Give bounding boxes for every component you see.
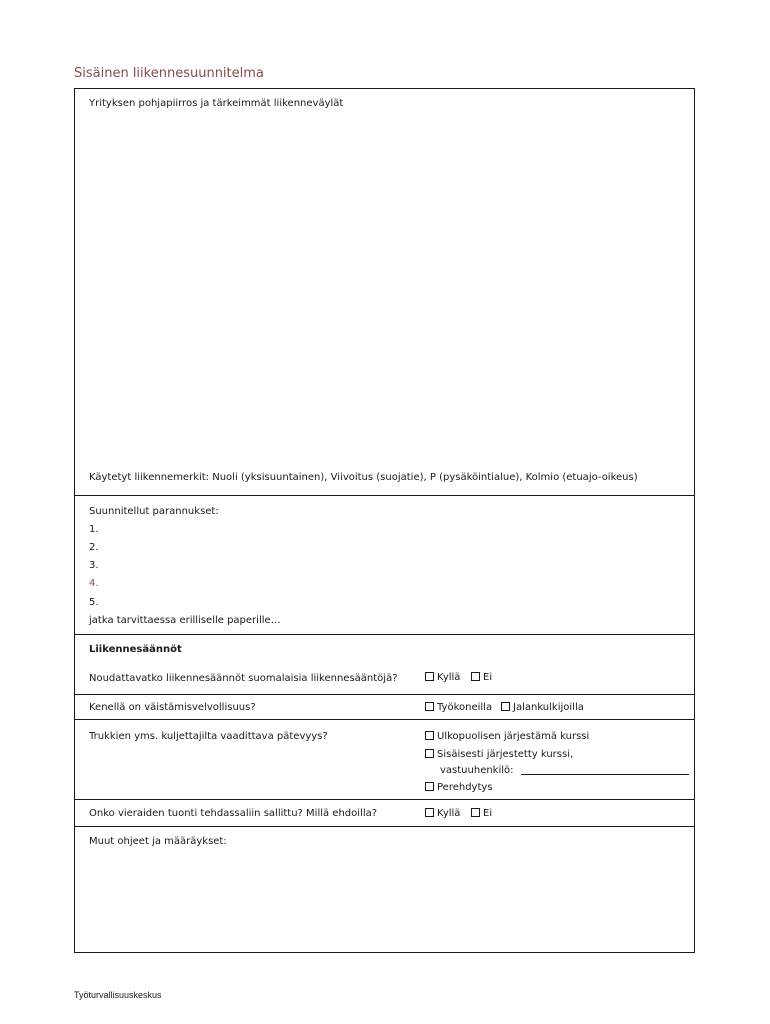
floorplan-label: Yrityksen pohjapiirros ja tärkeimmät liikenneväylät — [89, 98, 344, 109]
rules-q3-section — [75, 720, 694, 800]
other-instructions-section — [75, 827, 694, 953]
checkbox[interactable] — [471, 808, 480, 817]
checkbox[interactable] — [425, 702, 434, 711]
q2-question: Kenellä on väistämisvelvollisuus? — [89, 702, 256, 713]
rules-q4-section — [75, 800, 694, 827]
q2-pedestrians-option[interactable]: Jalankulkijoilla — [501, 702, 584, 714]
q1-question: Noudattavatko liikennesäännöt suomalaisia liikennesääntöjä? — [89, 673, 398, 684]
q3-external-course-option[interactable]: Ulkopuolisen järjestämä kurssi — [425, 731, 589, 743]
checkbox[interactable] — [425, 808, 434, 817]
improvement-item-2: 2. — [89, 542, 99, 553]
q3-internal-course-option[interactable]: Sisäisesti järjestetty kurssi, — [425, 749, 573, 761]
floorplan-section — [75, 89, 694, 496]
improvements-section — [75, 496, 694, 635]
q1-yes-option[interactable]: Kyllä — [425, 672, 460, 684]
continue-note: jatka tarvittaessa erilliselle paperille… — [89, 615, 281, 626]
q1-no-option[interactable]: Ei — [471, 672, 492, 684]
q3-orientation-option[interactable]: Perehdytys — [425, 782, 493, 794]
checkbox[interactable] — [471, 672, 480, 681]
rules-heading: Liikennesäännöt — [89, 644, 182, 655]
rules-q2-section — [75, 695, 694, 720]
q2-machines-option[interactable]: Työkoneilla — [425, 702, 492, 714]
q4-no-option[interactable]: Ei — [471, 808, 492, 820]
checkbox[interactable] — [501, 702, 510, 711]
improvement-item-3: 3. — [89, 560, 99, 571]
other-instructions-label: Muut ohjeet ja määräykset: — [89, 836, 227, 847]
rules-q1-section — [75, 635, 694, 695]
footer-organization: Työturvallisuuskeskus — [74, 990, 162, 1000]
q4-yes-option[interactable]: Kyllä — [425, 808, 460, 820]
improvements-label: Suunnitellut parannukset: — [89, 506, 219, 517]
checkbox[interactable] — [425, 731, 434, 740]
q3-responsible-person-label: vastuuhenkilö: — [440, 765, 514, 776]
checkbox[interactable] — [425, 672, 434, 681]
q4-question: Onko vieraiden tuonti tehdassaliin sallittu? Millä ehdoilla? — [89, 808, 378, 819]
checkbox[interactable] — [425, 782, 434, 791]
q3-question: Trukkien yms. kuljettajilta vaadittava pätevyys? — [89, 731, 328, 742]
checkbox[interactable] — [425, 749, 434, 758]
responsible-person-field[interactable] — [521, 774, 689, 775]
improvement-item-4: 4. — [89, 578, 99, 589]
improvement-item-5: 5. — [89, 597, 99, 608]
traffic-signs-label: Käytetyt liikennemerkit: Nuoli (yksisuuntainen), Viivoitus (suojatie), P (pysäköintialue), Kolmio (etuajo-oikeus) — [89, 472, 638, 483]
page-title: Sisäinen liikennesuunnitelma — [74, 66, 264, 81]
improvement-item-1: 1. — [89, 524, 99, 535]
traffic-plan-form — [74, 88, 695, 953]
